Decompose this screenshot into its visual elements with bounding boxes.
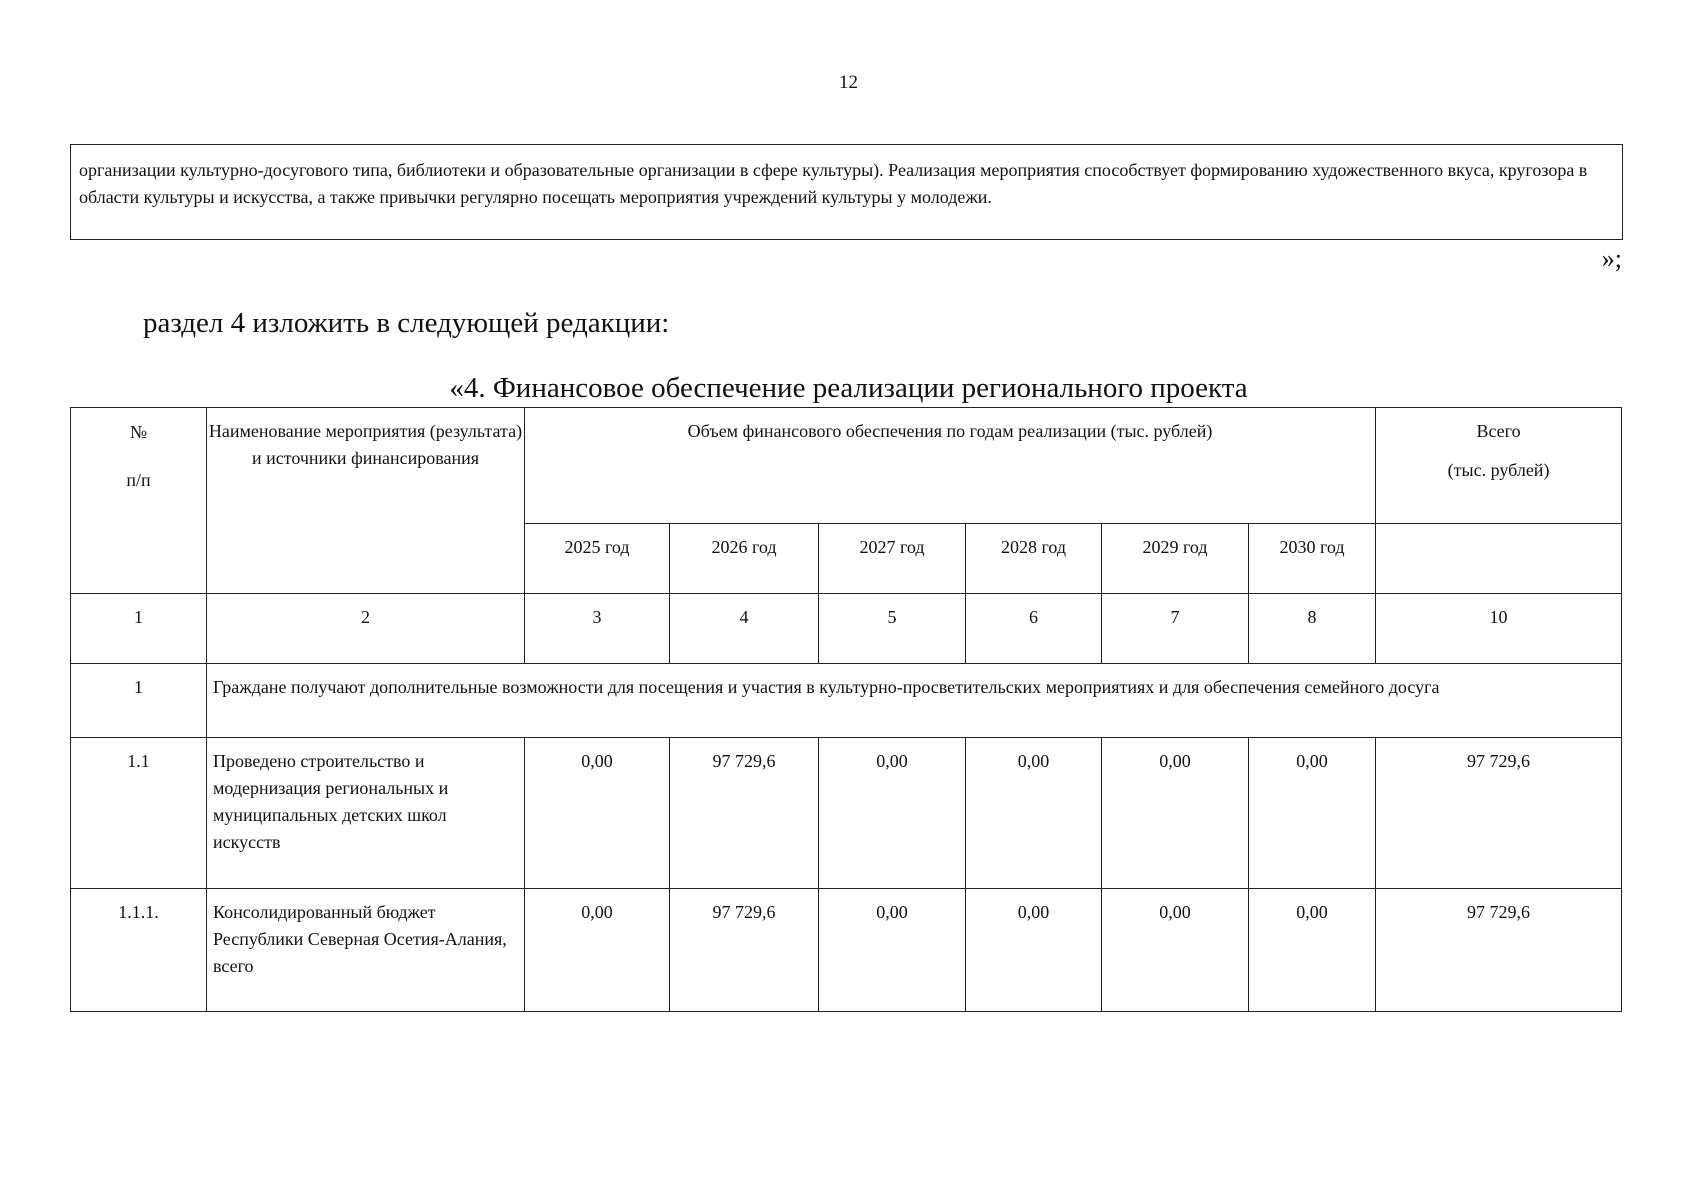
goal-num: 1 [71,664,207,738]
column-number: 6 [966,594,1102,664]
row-value-2029: 0,00 [1102,738,1249,889]
goal-row [71,664,1622,738]
row-total: 97 729,6 [1376,738,1622,889]
previous-table-text: организации культурно-досугового типа, библиотеки и образовательные организации в сфере культуры). Реализация мероприятия способствует формированию художественного вкуса, кругозора в области культуры и искусства, а также привычки регулярно посещать мероприятия учреждений культуры у молодежи. [79,160,1588,207]
table-header-row [71,408,1622,524]
column-number: 2 [207,594,525,664]
row-value-2027: 0,00 [819,889,966,1012]
row-total: 97 729,6 [1376,889,1622,1012]
financing-table [70,407,1622,1012]
row-name: Консолидированный бюджет Республики Северная Осетия-Алания, всего [207,889,525,1012]
header-num [71,408,207,594]
row-value-2025: 0,00 [525,889,670,1012]
row-value-2030: 0,00 [1249,738,1376,889]
row-value-2029: 0,00 [1102,889,1249,1012]
header-year: 2030 год [1249,524,1376,594]
column-numbers-row [71,594,1622,664]
header-year: 2027 год [819,524,966,594]
row-value-2027: 0,00 [819,738,966,889]
row-name: Проведено строительство и модернизация региональных и муниципальных детских школ искусств [207,738,525,889]
row-value-2028: 0,00 [966,738,1102,889]
header-year: 2026 год [670,524,819,594]
header-num-line1: № [129,422,148,442]
table-row [71,738,1622,889]
row-value-2026: 97 729,6 [670,738,819,889]
header-name: Наименование мероприятия (результата) и источники финансирования [207,408,525,594]
column-number: 8 [1249,594,1376,664]
row-value-2028: 0,00 [966,889,1102,1012]
row-value-2026: 97 729,6 [670,889,819,1012]
section-title: «4. Финансовое обеспечение реализации регионального проекта [449,372,1248,404]
previous-table-fragment [70,144,1623,240]
row-value-2025: 0,00 [525,738,670,889]
header-total-line1: Всего [1476,421,1521,441]
table-row [71,889,1622,1012]
column-number: 5 [819,594,966,664]
column-number: 10 [1376,594,1622,664]
header-total-line2: (тыс. рублей) [1447,460,1550,480]
page-number: 12 [839,72,858,93]
row-value-2030: 0,00 [1249,889,1376,1012]
row-num: 1.1.1. [71,889,207,1012]
header-year: 2028 год [966,524,1102,594]
header-num-line2: п/п [126,470,151,490]
instruction-text: раздел 4 изложить в следующей редакции: [143,307,670,339]
column-number: 4 [670,594,819,664]
column-number: 7 [1102,594,1249,664]
goal-text: Граждане получают дополнительные возможности для посещения и участия в культурно-просветительских мероприятиях и для обеспечения семейного досуга [207,664,1622,738]
header-year: 2025 год [525,524,670,594]
header-year-empty [1376,524,1622,594]
header-volume: Объем финансового обеспечения по годам реализации (тыс. рублей) [525,408,1376,524]
closing-quote: »; [1601,244,1622,273]
column-number: 1 [71,594,207,664]
column-number: 3 [525,594,670,664]
header-total [1376,408,1622,524]
header-year: 2029 год [1102,524,1249,594]
row-num: 1.1 [71,738,207,889]
